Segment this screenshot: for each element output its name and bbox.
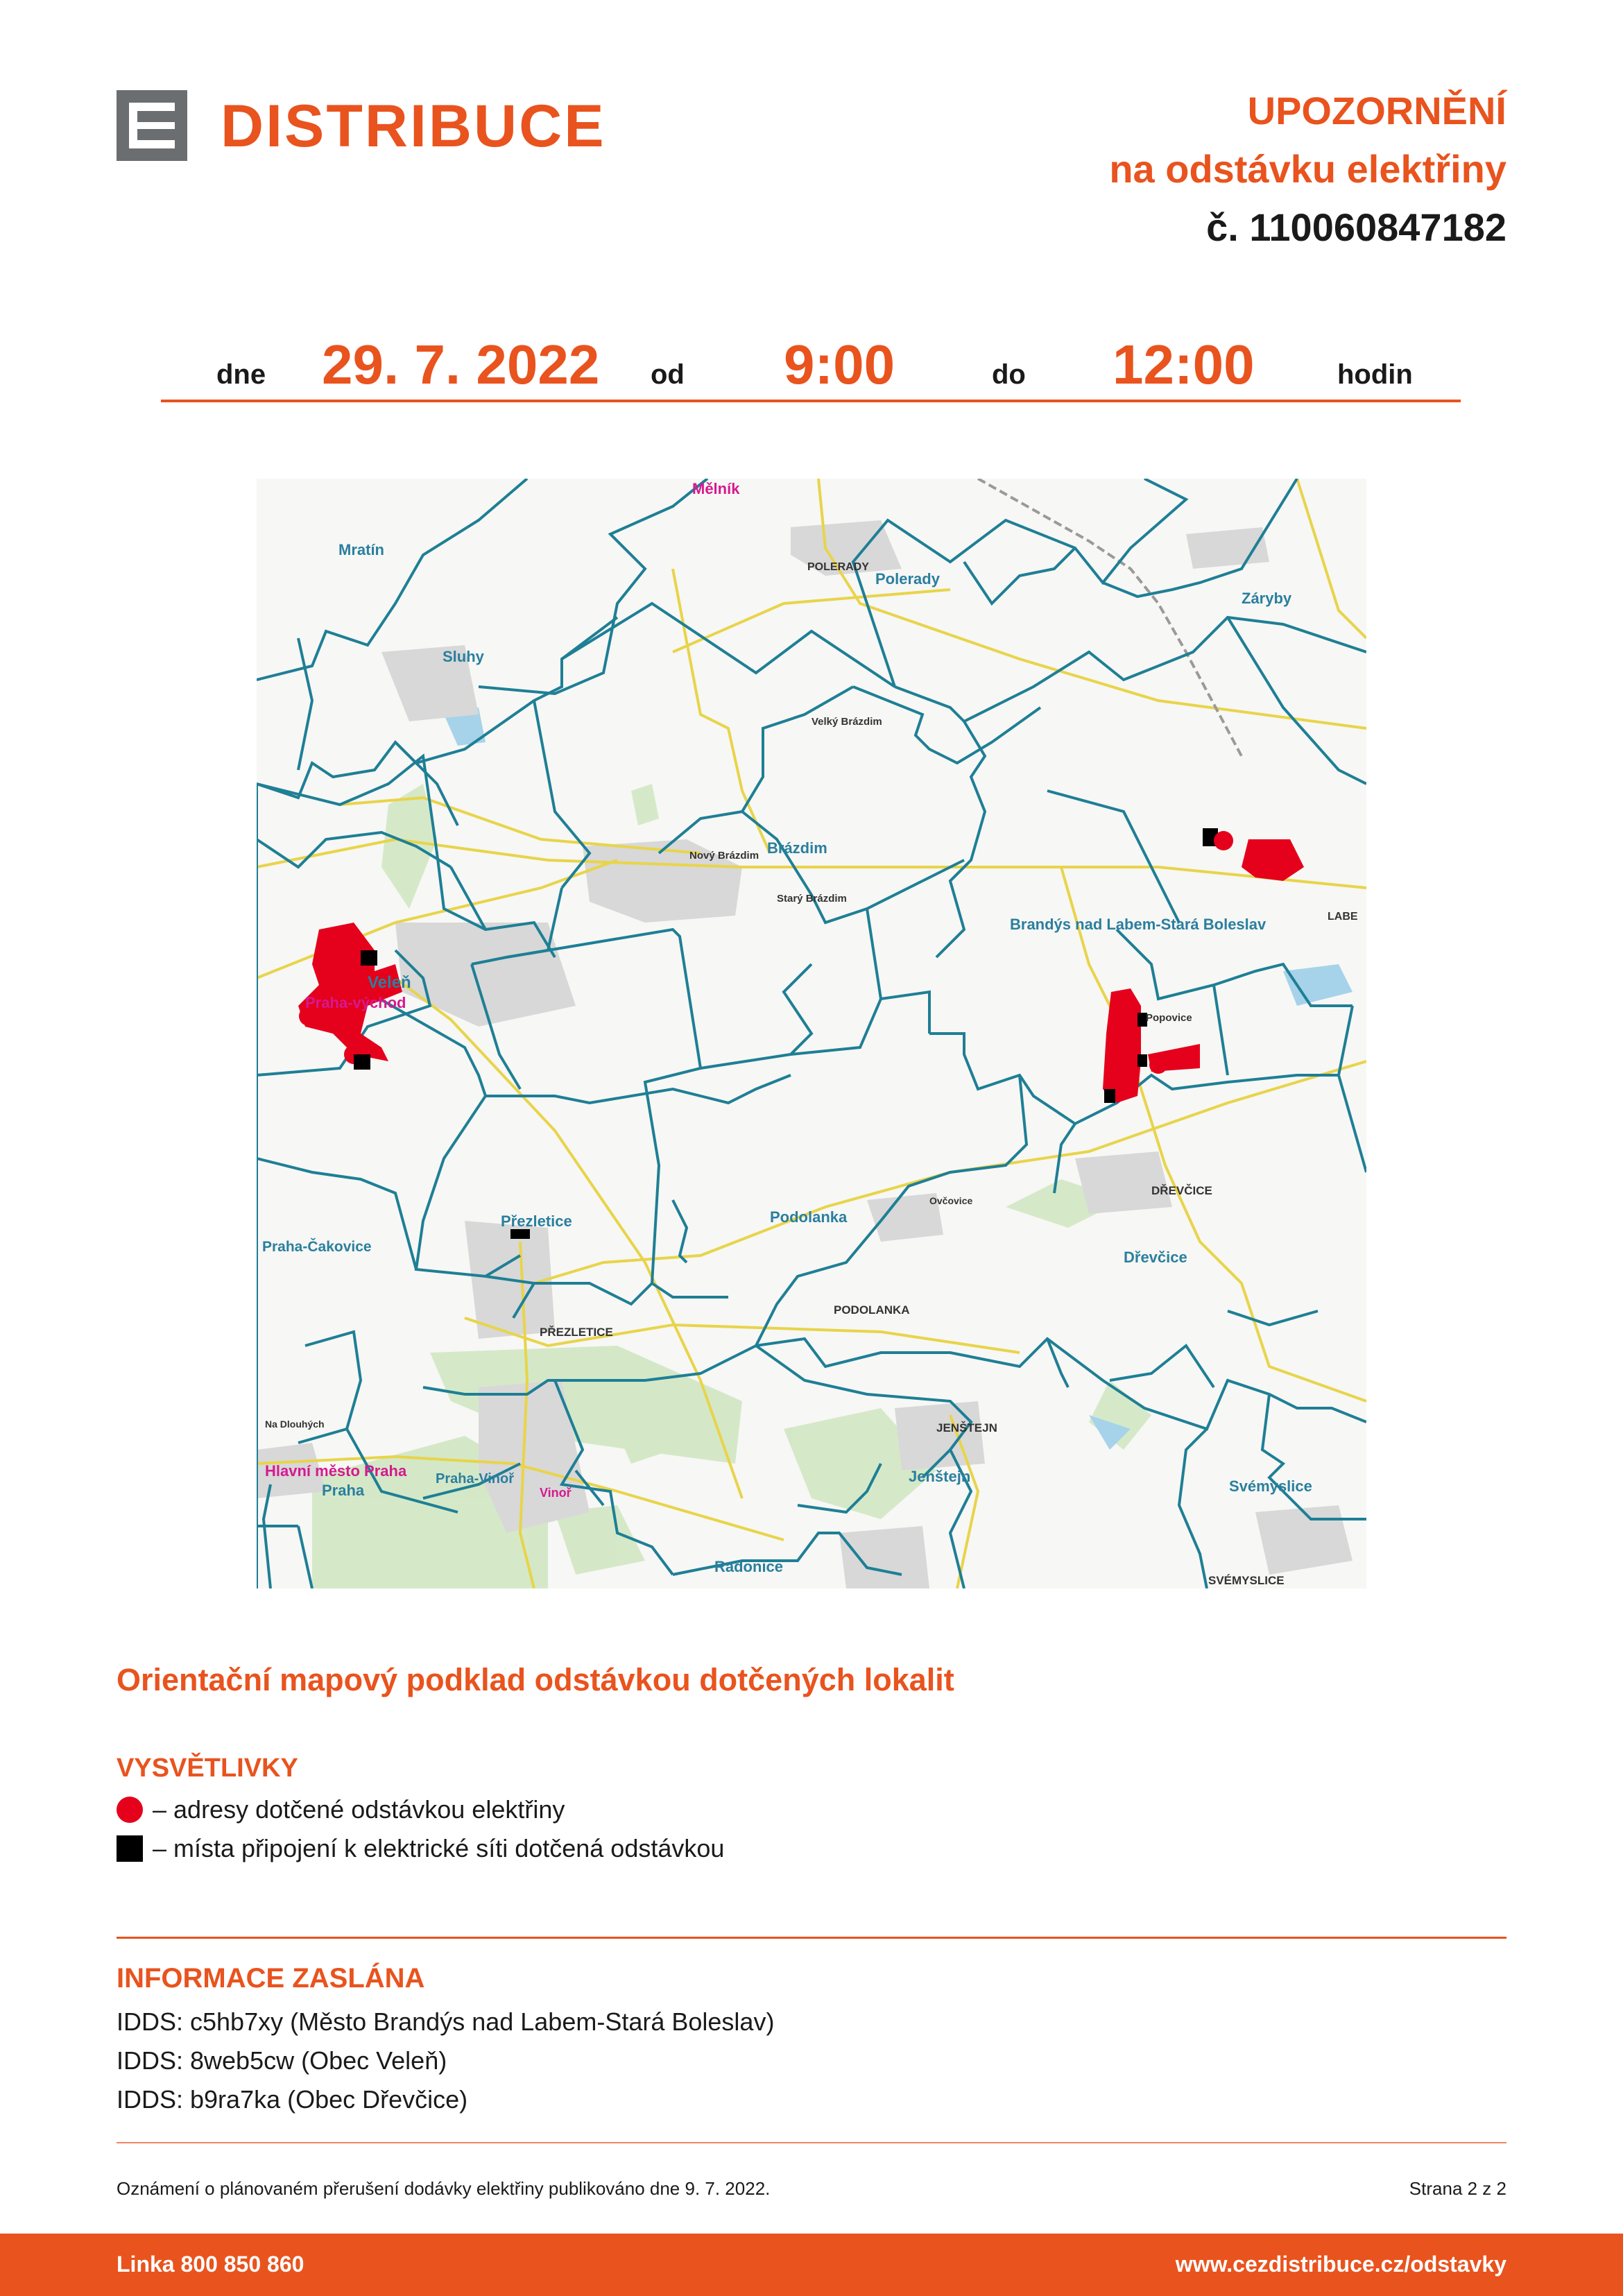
map-label-prezletice-caps: PŘEZLETICE bbox=[540, 1326, 613, 1339]
outage-date: 29. 7. 2022 bbox=[322, 334, 600, 395]
map-label-brandys: Brandýs nad Labem-Stará Boleslav bbox=[1010, 916, 1266, 933]
info-title: INFORMACE ZASLÁNA bbox=[117, 1963, 425, 1994]
map-label-radonice: Radonice bbox=[714, 1558, 784, 1575]
map-label-svemyslice-caps: SVÉMYSLICE bbox=[1208, 1574, 1285, 1587]
map-label-mratin: Mratín bbox=[338, 541, 384, 558]
to-label: do bbox=[992, 359, 1026, 390]
legend-item-addresses bbox=[117, 1795, 565, 1824]
map-label-praha-vychod: Praha-východ bbox=[305, 994, 406, 1011]
page-number: Strana 2 z 2 bbox=[1409, 2178, 1506, 2199]
map-label-velky-brazdim: Velký Brázdim bbox=[812, 716, 882, 728]
map-label-hlavni-mesto: Hlavní město Praha bbox=[265, 1462, 407, 1480]
info-line: IDDS: 8web5cw (Obec Veleň) bbox=[117, 2046, 447, 2075]
legend-title: VYSVĚTLIVKY bbox=[117, 1754, 298, 1783]
legend-addresses-text: – adresy dotčené odstávkou elektřiny bbox=[153, 1795, 565, 1824]
info-line: IDDS: b9ra7ka (Obec Dřevčice) bbox=[117, 2085, 468, 2114]
hotline: Linka 800 850 860 bbox=[117, 2252, 304, 2277]
map-label-stary-brazdim: Starý Brázdim bbox=[777, 893, 847, 905]
map-label-drevcice-caps: DŘEVČICE bbox=[1151, 1184, 1212, 1197]
map-label-velen: Veleň bbox=[368, 973, 411, 992]
map-caption: Orientační mapový podklad odstávkou dotčených lokalit bbox=[117, 1662, 954, 1697]
notice-heading bbox=[1109, 82, 1506, 257]
cez-logo-icon bbox=[117, 90, 187, 161]
map-label-vinor: Vinoř bbox=[540, 1486, 572, 1500]
date-divider bbox=[161, 400, 1461, 402]
time-from: 9:00 bbox=[784, 334, 895, 395]
time-to: 12:00 bbox=[1113, 334, 1255, 395]
map-label-praha: Praha bbox=[322, 1482, 365, 1499]
map-label-jenstejn: Jenštejn bbox=[909, 1468, 971, 1485]
notice-subtitle: na odstávku elektřiny bbox=[1109, 147, 1506, 191]
map-label-zaryby: Záryby bbox=[1242, 590, 1292, 607]
day-label: dne bbox=[216, 359, 266, 390]
black-square-icon bbox=[117, 1835, 143, 1862]
legend-connections-text: – místa připojení k elektrické síti dotčená odstávkou bbox=[153, 1834, 725, 1862]
map-label-prezletice: Přezletice bbox=[501, 1213, 572, 1230]
outage-map bbox=[257, 479, 1366, 1588]
publication-note: Oznámení o plánovaném přerušení dodávky elektřiny publikováno dne 9. 7. 2022. bbox=[117, 2178, 771, 2199]
map-label-melnik: Mělník bbox=[692, 480, 740, 497]
notice-title: UPOZORNĚNÍ bbox=[1247, 89, 1506, 132]
map-label-popovice: Popovice bbox=[1146, 1012, 1192, 1024]
map-label-polerady-caps: POLERADY bbox=[807, 561, 869, 573]
map-label-sluhy: Sluhy bbox=[443, 648, 484, 665]
brand-name: DISTRIBUCE bbox=[221, 93, 606, 160]
info-line: IDDS: c5hb7xy (Město Brandýs nad Labem-Stará Boleslav) bbox=[117, 2007, 775, 2036]
connection-point-prezletice bbox=[510, 1229, 530, 1239]
map-label-jenstejn-caps: JENŠTEJN bbox=[936, 1421, 997, 1434]
footer-divider bbox=[117, 2142, 1506, 2143]
section-divider bbox=[117, 1937, 1506, 1939]
red-dot-icon bbox=[117, 1797, 143, 1823]
map-label-podolanka: Podolanka bbox=[770, 1208, 848, 1226]
legend-item-connections bbox=[117, 1834, 724, 1863]
map-label-svemyslice: Svémyslice bbox=[1229, 1477, 1312, 1495]
notice-number: č. 110060847182 bbox=[1206, 205, 1506, 249]
map-label-polerady: Polerady bbox=[875, 570, 940, 588]
map-label-novy-brazdim: Nový Brázdim bbox=[689, 850, 759, 862]
map-label-podolanka-caps: PODOLANKA bbox=[834, 1303, 910, 1317]
map-label-na-dlouhych: Na Dlouhých bbox=[265, 1419, 325, 1430]
map-label-ovcovice: Ovčovice bbox=[929, 1195, 973, 1206]
map-label-praha-cakovice: Praha-Čakovice bbox=[262, 1239, 372, 1255]
map-label-labe: LABE bbox=[1328, 911, 1358, 923]
from-label: od bbox=[651, 359, 685, 390]
map-label-drevcice: Dřevčice bbox=[1124, 1249, 1187, 1266]
map-label-brazdim: Brázdim bbox=[767, 839, 827, 857]
map-label-praha-vinor: Praha-Vinoř bbox=[436, 1471, 514, 1487]
website-link[interactable]: www.cezdistribuce.cz/odstavky bbox=[1175, 2252, 1506, 2277]
hours-label: hodin bbox=[1337, 359, 1413, 390]
